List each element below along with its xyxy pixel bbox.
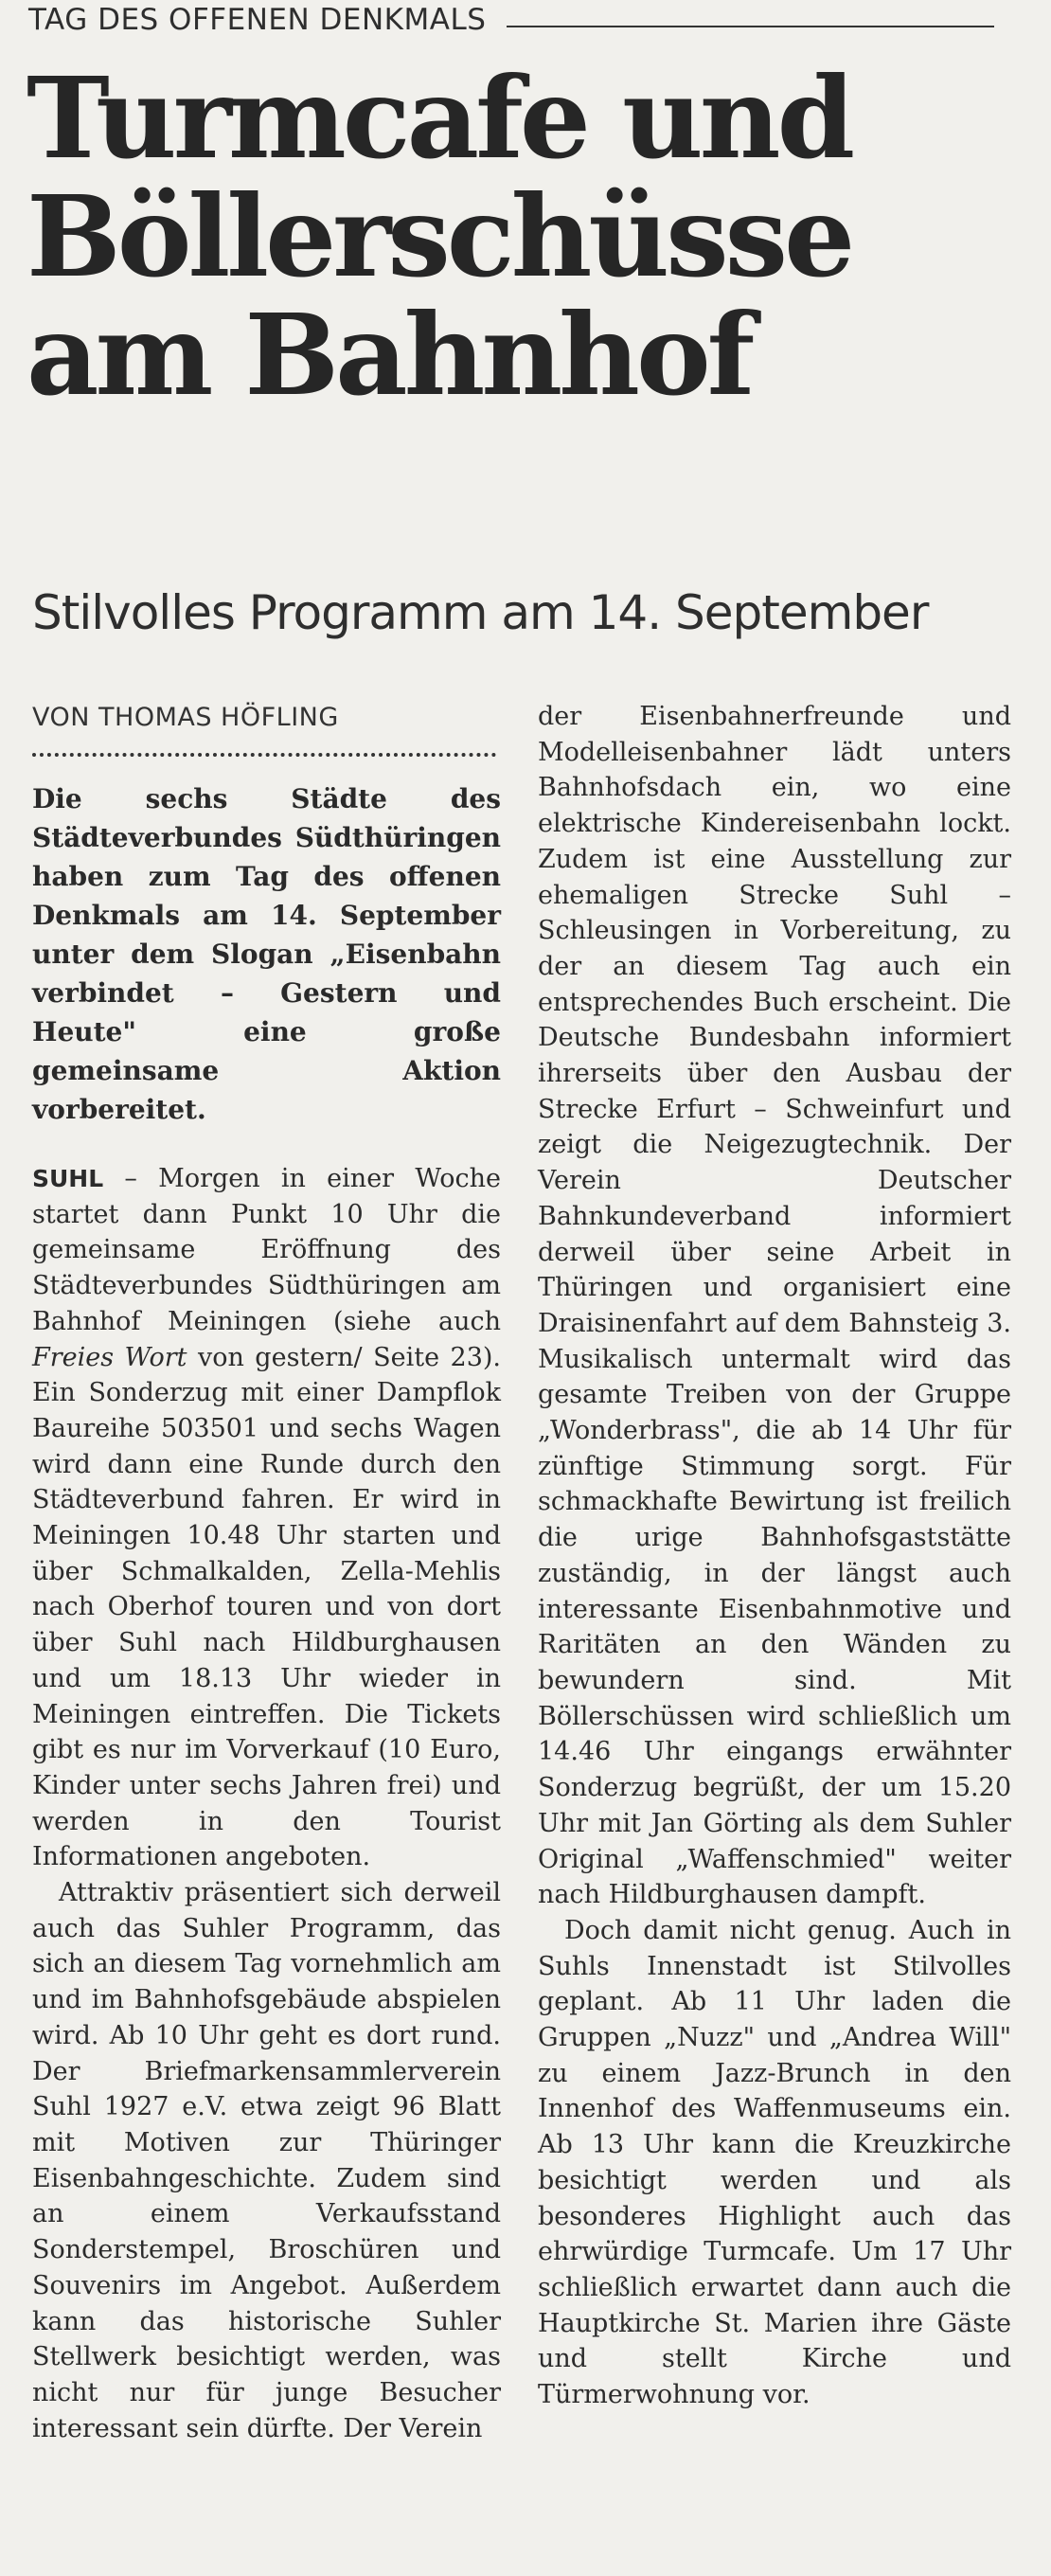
paragraph-2: Attraktiv präsentiert sich derweil auch das Suhler Programm, das sich an diesem Tag vornehmlich am und im Bahnhofsgebäude abspielen wird. Ab 10 Uhr geht es dort rund. Der Briefmarkensammlerverein Suhl 1927 e.V. etwa zeigt 96 Blatt mit Motiven zur Thüringer Eisenbahngeschichte. Zudem sind an einem Verkaufsstand Sonderstempel, Broschüren und Souvenirs im Angebot. Außerdem kann das historische Suhler Stellwerk besichtigt werden, was nicht nur für junge Besucher interessant sein dürfte. Der Verein	[32, 1878, 501, 2443]
paragraph-3: der Eisenbahnerfreunde und Modelleisenbahner lädt unters Bahnhofsdach ein, wo eine elektrische Kindereisenbahn lockt. Zudem ist eine Ausstellung zur ehemaligen Strecke Suhl – Schleusingen in Vorbereitung, zu der an diesem Tag auch ein entsprechendes Buch erscheint. Die Deutsche Bundesbahn informiert ihrerseits über den Ausbau der Strecke Erfurt – Schweinfurt und zeigt die Neigezugtechnik. Der Verein Deutscher Bahnkundeverband informiert derweil über seine Arbeit in Thüringen und organisiert eine Draisinenfahrt auf dem Bahnsteig 3. Musikalisch untermalt wird das gesamte Treiben von der Gruppe „Wonderbrass", die ab 14 Uhr für zünftige Stimmung sorgt. Für schmackhafte Bewirtung ist freilich die urige Bahnhofsgaststätte zuständig, in der längst auch interessante Eisenbahnmotive und Raritäten an den Wänden zu bewundern sind. Mit Böllerschüssen wird schließlich um 14.46 Uhr eingangs erwähnter Sonderzug begrüßt, der um 15.20 Uhr mit Jan Görting als dem Suhler Original „Waffenschmied" weiter nach Hildburghausen dampft.	[538, 702, 1011, 1910]
kicker-rule	[507, 26, 994, 27]
headline	[27, 52, 1030, 420]
body-text-right	[538, 699, 1011, 2413]
column-left	[32, 703, 501, 2446]
author-byline: VON THOMAS HÖFLING	[32, 703, 339, 732]
headline-line-1: Turmcafe und	[27, 52, 852, 184]
kicker	[28, 2, 994, 38]
subheadline: Stilvolles Programm am 14. September	[32, 585, 929, 640]
column-right	[538, 699, 1011, 2413]
paragraph-1-part-b: von gestern/ Seite 23). Ein Sonderzug mit einer Dampflok Baureihe 503501 und sechs Wagen wird dann eine Runde durch den Städteverbund fahren. Er wird in Meiningen 10.48 Uhr starten und über Schmalkalden, Zella-Mehlis nach Oberhof touren und von dort über Suhl nach Hildburghausen und um 18.13 Uhr wieder in Meiningen eintreffen. Die Tickets gibt es nur im Vorverkauf (10 Euro, Kinder unter sechs Jahren frei) und werden in den Tourist Informationen angeboten.	[32, 1342, 501, 1872]
headline-line-2: Böllerschüsse	[27, 170, 852, 302]
paragraph-1-part-a: – Morgen in einer Woche startet dann Punkt 10 Uhr die gemeinsame Eröffnung des Städteverbundes Südthüringen am Bahnhof Meiningen (siehe auch	[32, 1164, 501, 1336]
dotted-divider	[32, 753, 496, 757]
paragraph-1	[32, 1161, 501, 1875]
dateline: SUHL	[32, 1165, 104, 1192]
body-text-left	[32, 1161, 501, 2446]
paragraph-4: Doch damit nicht genug. Auch in Suhls Innenstadt ist Stilvolles geplant. Ab 11 Uhr laden die Gruppen „Nuzz" und „Andrea Will" zu einem Jazz-Brunch in den Innenhof des Waffenmuseums ein. Ab 13 Uhr kann die Kreuzkirche besichtigt werden und als besonderes Highlight auch das ehrwürdige Turmcafe. Um 17 Uhr schließlich erwartet dann auch die Hauptkirche St. Marien ihre Gäste und stellt Kirche und Türmerwohnung vor.	[538, 1915, 1011, 2410]
lead-paragraph: Die sechs Städte des Städteverbundes Südthüringen haben zum Tag des offenen Denkmals am 14. September unter dem Slogan „Eisenbahn verbindet – Gestern und Heute" eine große gemeinsame Aktion vorbereitet.	[32, 783, 501, 1125]
publication-name: Freies Wort	[32, 1342, 187, 1372]
headline-line-3: am Bahnhof	[27, 289, 752, 420]
kicker-text: TAG DES OFFENEN DENKMALS	[28, 3, 487, 37]
